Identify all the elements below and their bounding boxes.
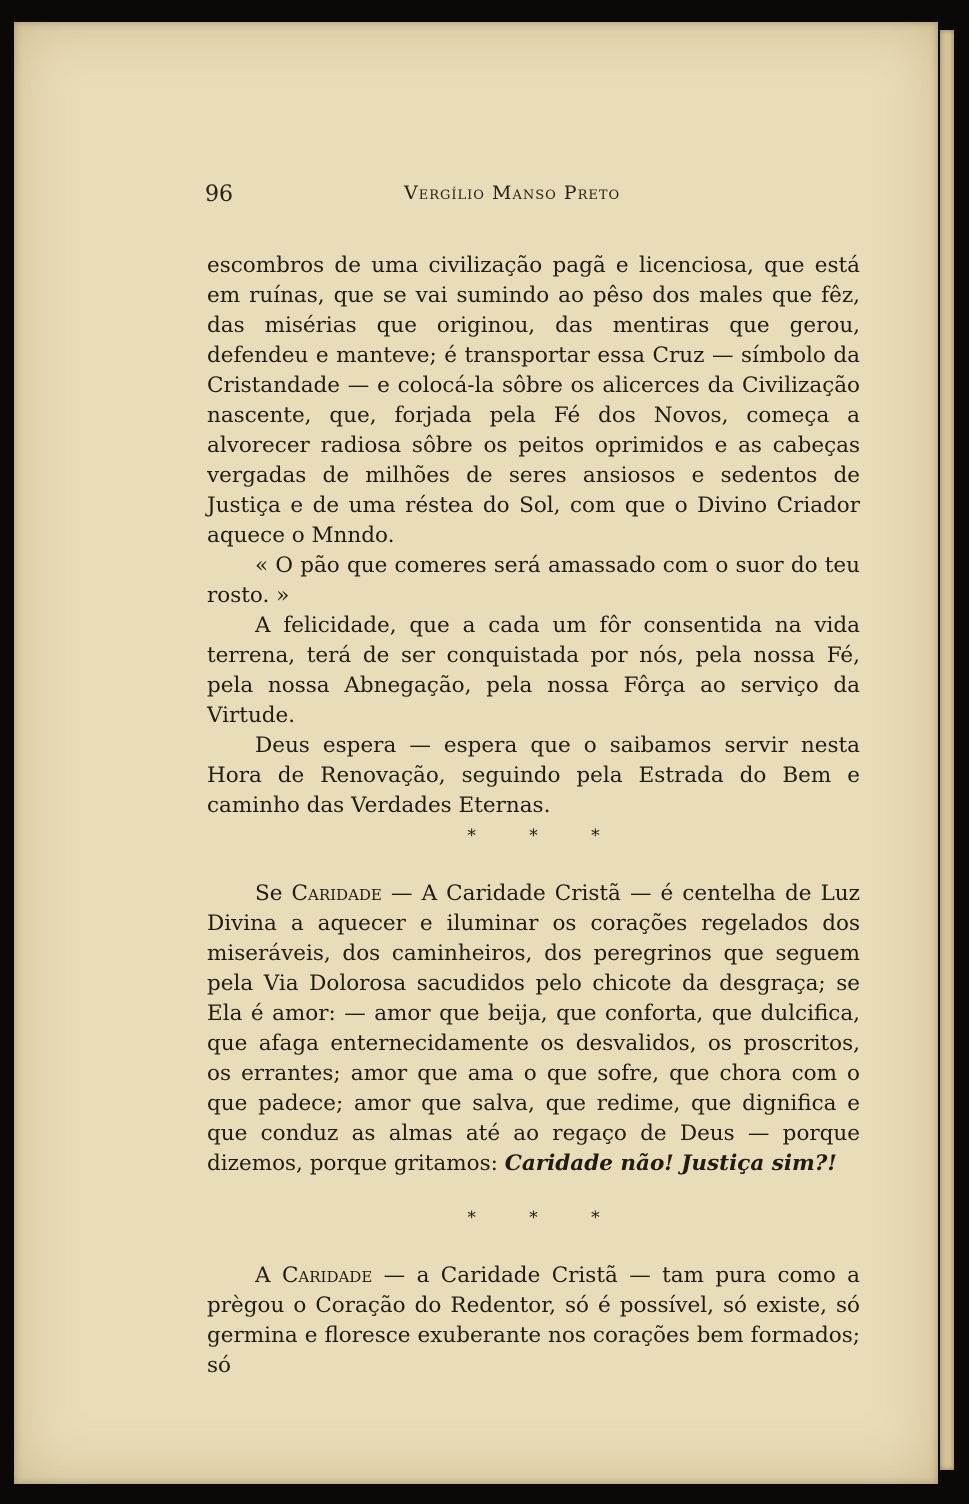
paragraph: A felicidade, que a cada um fôr consentida na vida terrena, terá de ser conquistada por nós, pela nossa Fé, pela nossa Abnegação, pela nossa Fôrça ao serviço da Virtude. [207,613,860,728]
page-sheet [14,22,938,1484]
paragraph-text: — a Caridade Cristã — tam pura como a prègou o Coração do Redentor, só é possível, só existe, só germina e floresce exuberante nos corações bem formados; só [207,1263,860,1378]
section-separator: * * * [467,826,624,846]
paragraph: escombros de uma civilização pagã e licenciosa, que está em ruínas, que se vai sumindo ao pêso dos males que fêz, das misérias que originou, das mentiras que gerou, defendeu e manteve; é transportar essa Cruz — símbolo da Cristandade — e colocá-la sôbre os alicerces da Civilização nascente, que, forjada pela Fé dos Novos, começa a alvorecer radiosa sôbre os peitos oprimidos e as cabeças vergadas de milhões de seres ansiosos e sedentos de Justiça e de uma réstea do Sol, com que o Divino Criador aquece o Mnndo. [207,253,860,548]
paragraph-quote: « O pão que comeres será amassado com o suor do teu rosto. » [207,553,860,608]
adjacent-page-edge [940,30,954,1470]
small-caps-term: Caridade [291,881,382,906]
paragraph-lead-word: A [255,1263,271,1288]
small-caps-term: Caridade [281,1263,373,1288]
paragraph: Deus espera — espera que o saibamos servir nesta Hora de Renovação, seguindo pela Estrada do Bem e caminho das Verdades Eternas. [207,733,860,818]
body-text [207,251,860,1381]
paragraph-text: — A Caridade Cristã — é centelha de Luz Divina a aquecer e iluminar os corações regelados dos miseráveis, dos caminheiros, dos peregrinos que seguem pela Via Dolorosa sacudidos pelo chicote da desgraça; se Ela é amor: — amor que beija, que conforta, que dulcifica, que afaga enternecidamente os desvalidos, os proscritos, os errantes; amor que ama o que sofre, que chora com o que padece; amor que salva, que redime, que dignifica e que conduz as almas até ao regaço de Deus — porque dizemos, porque gritamos: [207,881,860,1176]
emphasized-phrase: Caridade não! Justiça sim?! [504,1151,837,1176]
paragraph-lead-word: Se [255,881,283,906]
section-separator: * * * [467,1208,624,1228]
running-title: Vergílio Manso Preto [404,182,621,204]
page-number: 96 [205,182,233,207]
paragraph-caridade [207,879,860,1179]
paragraph-caridade-crista [207,1261,860,1381]
